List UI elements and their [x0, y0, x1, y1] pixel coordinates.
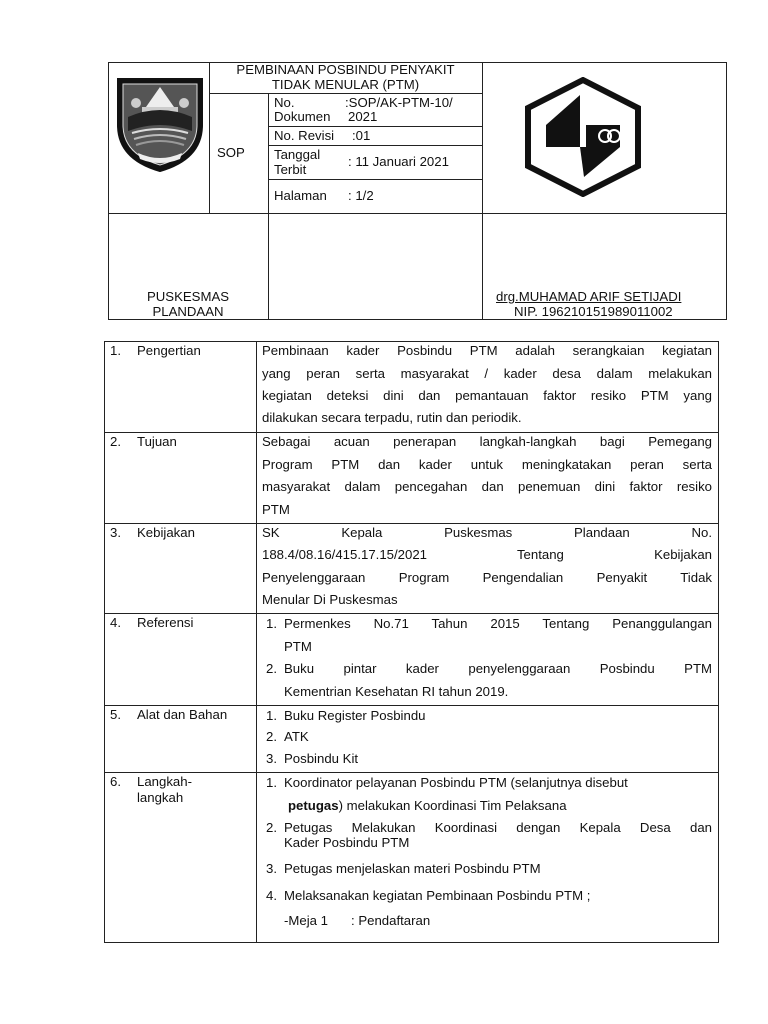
sop-title-line1: PEMBINAAN POSBINDU PENYAKIT: [236, 62, 455, 77]
tanggal-value: : 11 Januari 2021: [348, 154, 449, 169]
organization-name-line2: PLANDAAN: [152, 304, 224, 319]
meja-value: : Pendaftaran: [351, 913, 431, 928]
no-revisi-label: No. Revisi: [274, 128, 335, 143]
regency-crest-logo: [114, 73, 206, 173]
list-number: 3.: [266, 861, 277, 876]
row-text-line: Pembinaan kader Posbindu PTM adalah serangkaian kegiatan: [262, 343, 712, 358]
list-item-continued: Kader Posbindu PTM: [284, 835, 410, 850]
list-number: 4.: [266, 888, 277, 903]
halaman-value: : 1/2: [348, 188, 374, 203]
no-dokumen-value-1: :SOP/AK-PTM-10/: [345, 95, 453, 110]
row-number: 2.: [110, 434, 121, 449]
row-text-line: Menular Di Puskesmas: [262, 592, 398, 607]
sop-title-line2: TIDAK MENULAR (PTM): [271, 77, 420, 92]
no-dokumen-value-2: 2021: [348, 109, 378, 124]
list-number: 2.: [266, 729, 277, 744]
row-number: 3.: [110, 525, 121, 540]
row-text-line: Sebagai acuan penerapan langkah-langkah bagi Pemegang: [262, 434, 712, 449]
sop-label: SOP: [217, 145, 245, 160]
bold-term: petugas: [288, 798, 339, 813]
row-label: Langkah-: [137, 774, 192, 789]
list-item: Posbindu Kit: [284, 751, 359, 766]
row-label: Tujuan: [137, 434, 177, 449]
row-text-line: Penyelenggaraan Program Pengendalian Penyakit Tidak: [262, 570, 712, 585]
row-text-line: masyarakat dalam pencegahan dan penemuan dini faktor resiko: [262, 479, 712, 494]
row-label: Pengertian: [137, 343, 201, 358]
meja-label: -Meja 1: [284, 913, 328, 928]
list-item-continued: [288, 797, 567, 815]
no-dokumen-label-2: Dokumen: [274, 109, 331, 124]
tanggal-label-1: Tanggal: [274, 147, 321, 162]
row-label: Kebijakan: [137, 525, 195, 540]
list-number: 1.: [266, 616, 277, 631]
list-item: Buku pintar kader penyelenggaraan Posbindu PTM: [284, 661, 712, 676]
list-item: Petugas Melakukan Koordinasi dengan Kepala Desa dan: [284, 820, 712, 835]
list-item: Melaksanakan kegiatan Pembinaan Posbindu PTM ;: [284, 888, 591, 903]
row-number: 4.: [110, 615, 121, 630]
row-text-line: kegiatan deteksi dini dan pemantauan faktor resiko PTM yang: [262, 388, 712, 403]
row-number: 5.: [110, 707, 121, 722]
signer-name: drg.MUHAMAD ARIF SETIJADI: [496, 289, 682, 304]
list-number: 2.: [266, 661, 277, 676]
row-label: Referensi: [137, 615, 194, 630]
organization-name-line1: PUSKESMAS: [146, 289, 230, 304]
row-label-continued: langkah: [137, 790, 184, 805]
row-text-line: Program PTM dan kader untuk meningkatakan peran serta: [262, 457, 712, 472]
list-item: ATK: [284, 729, 309, 744]
row-text-line: PTM: [262, 502, 290, 517]
list-number: 1.: [266, 708, 277, 723]
list-item: Koordinator pelayanan Posbindu PTM (selanjutnya disebut: [284, 775, 628, 790]
list-item-continued: PTM: [284, 639, 312, 654]
no-revisi-value: :01: [352, 128, 371, 143]
row-text-line: 188.4/08.16/415.17.15/2021 Tentang Kebijakan: [262, 547, 712, 562]
list-item-continued: Kementrian Kesehatan RI tahun 2019.: [284, 684, 509, 699]
list-item-rest: ) melakukan Koordinasi Tim Pelaksana: [338, 798, 567, 813]
list-number: 3.: [266, 751, 277, 766]
list-number: 2.: [266, 820, 277, 835]
list-item: Permenkes No.71 Tahun 2015 Tentang Penanggulangan: [284, 616, 712, 631]
row-number: 1.: [110, 343, 121, 358]
list-number: 1.: [266, 775, 277, 790]
signer-nip: NIP. 196210151989011002: [514, 304, 673, 319]
no-dokumen-label-1: No.: [274, 95, 295, 110]
row-text-line: yang peran serta masyarakat / kader desa dalam melakukan: [262, 366, 712, 381]
row-label: Alat dan Bahan: [137, 707, 228, 722]
row-text-line: dilakukan secara terpadu, rutin dan periodik.: [262, 410, 522, 425]
row-number: 6.: [110, 774, 121, 789]
tanggal-label-2: Terbit: [274, 162, 307, 177]
list-item: Petugas menjelaskan materi Posbindu PTM: [284, 861, 541, 876]
list-item: Buku Register Posbindu: [284, 708, 426, 723]
puskesmas-logo: [524, 77, 642, 197]
row-text-line: SK Kepala Puskesmas Plandaan No.: [262, 525, 712, 540]
halaman-label: Halaman: [274, 188, 327, 203]
